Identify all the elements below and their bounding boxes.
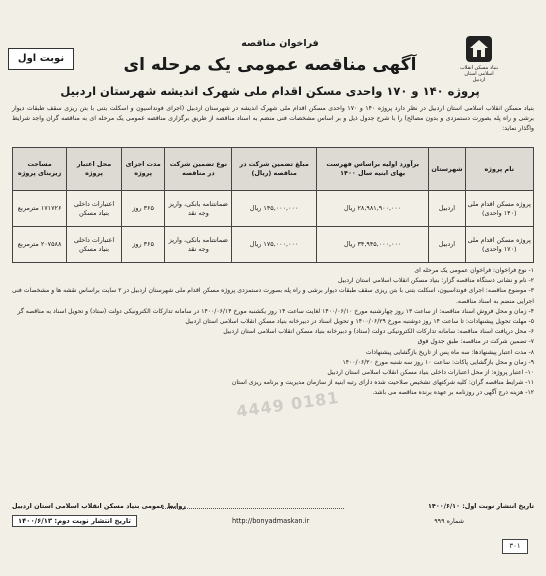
col-funding: محل اعتبار پروژه <box>67 148 122 191</box>
project-subtitle: پروژه ۱۴۰ و ۱۷۰ واحدی مسکن اقدام ملی شهرک اندیشه شهرستان اردبیل <box>60 84 480 98</box>
house-emblem-icon <box>464 34 494 64</box>
table-cell: اردبیل <box>429 227 465 263</box>
table-cell: ۳۶۵ روز <box>121 191 165 227</box>
table-cell: ۱۷۱۷۲۶ مترمربع <box>13 191 67 227</box>
publisher-address: روابط عمومی بنیاد مسکن انقلاب اسلامی استان اردبیل <box>12 502 186 510</box>
footer-divider <box>162 508 344 509</box>
table-row <box>13 227 534 263</box>
table-cell: ۱۷۵,۰۰۰,۰۰۰ ریال <box>232 227 317 263</box>
notice-title: آگهی مناقصه عمومی یک مرحله ای <box>123 55 417 75</box>
table-cell: ضمانتنامه بانکی، واریز وجه نقد <box>165 191 232 227</box>
logo-caption: بنیاد مسکن انقلاب اسلامی استان اردبیل <box>459 65 499 83</box>
page-number: ۳۰۱ <box>502 539 528 554</box>
table-cell: اردبیل <box>429 191 465 227</box>
footer-top-bar <box>12 502 534 514</box>
terms-list <box>12 266 534 399</box>
list-item: ۹- زمان و محل بازگشایی پاکات: ساعت ۱۰ روز سه شنبه مورخ ۱۴۰۰/۰۶/۳۰ <box>342 358 534 366</box>
col-guarantee-type: نوع تضمین شرکت در مناقصه <box>165 148 232 191</box>
col-project-name: نام پروژه <box>465 148 533 191</box>
list-item: ۱۰- اعتبار پروژه: از محل اعتبارات داخلی بنیاد مسکن انقلاب اسلامی استان اردبیل <box>327 369 534 377</box>
table-cell: ۲۰۷۵۸۸ مترمربع <box>13 227 67 263</box>
list-item: ۱۲- هزینه درج آگهی در روزنامه بر عهده برنده مناقصه می باشد. <box>372 389 534 397</box>
projects-table <box>12 147 534 263</box>
list-item: ۸- مدت اعتبار پیشنهادها: سه ماه پس از تاریخ بازگشایی پیشنهادات <box>365 348 534 356</box>
table-cell: ۲۸,۹۸۱,۹۰۰,۰۰۰ ریال <box>317 191 429 227</box>
col-estimate: برآورد اولیه براساس فهرست بهای ابنیه سال ۱۴۰۰ <box>317 148 429 191</box>
list-item: ۳- موضوع مناقصه: اجرای فونداسیون، اسکلت بتنی با بتن ریزی سقف طبقات دیوار برشی و راه پله بصورت دستمزدی پروژه مسکن اقدام ملی شهرستان اردبیل در ۲ سایت براساس نقشه ها و مشخصات فنی اجرایی منضم به اسناد مناقصه. <box>12 287 534 305</box>
list-item: ۶- محل دریافت اسناد مناقصه: سامانه تدارکات الکترونیکی دولت (ستاد) و دبیرخانه بنیاد مسکن انقلاب اسلامی استان اردبیل <box>223 328 534 336</box>
table-cell: ۱۴۵,۰۰۰,۰۰۰ ریال <box>232 191 317 227</box>
organization-logo <box>458 34 500 82</box>
call-title: فراخوان مناقصه <box>241 38 319 49</box>
website-link[interactable]: http://bonyadmaskan.ir <box>232 517 310 525</box>
list-item: ۱- نوع فراخوان: فراخوان عمومی یک مرحله ای <box>414 267 534 274</box>
first-publish-date: تاریخ انتشار نوبت اول: ۱۴۰۰/۶/۱۰ <box>428 502 534 510</box>
col-city: شهرستان <box>429 148 465 191</box>
table-header-row <box>13 148 534 191</box>
table-cell: ضمانتنامه بانکی، واریز وجه نقد <box>165 227 232 263</box>
table-cell: اعتبارات داخلی بنیاد مسکن <box>67 191 122 227</box>
col-duration: مدت اجرای پروژه <box>121 148 165 191</box>
phone-watermark: 4449 0181 <box>235 387 341 422</box>
list-item: ۷- تضمین شرکت در مناقصه: طبق جدول فوق <box>417 338 534 346</box>
list-item: ۱۱- شرایط مناقصه گران: کلیه شرکتهای تشخیص صلاحیت شده دارای رتبه ابنیه از سازمان مدیریت و برنامه ریزی استان <box>231 379 534 387</box>
table-cell: اعتبارات داخلی بنیاد مسکن <box>67 227 122 263</box>
list-item: ۵- مهلت تحویل پیشنهادات: تا ساعت ۱۴ روز دوشنبه مورخ ۱۴۰۰/۰۶/۲۹ و تحویل اسناد در دبیرخانه بنیاد مسکن انقلاب اسلامی استان اردبیل <box>185 318 534 326</box>
intro-paragraph: بنیاد مسکن انقلاب اسلامی استان اردبیل در نظر دارد پروژه ۱۴۰ و ۱۷۰ واحدی مسکن اقدام ملی شهرک اندیشه در شهرستان اردبیل (اجرای فونداسیون و اسکلت بتنی با بتن ریزی سقف طبقات دیوار برشی و راه پله بصورت دستمزدی و بدون مصالح) را با شرح جدول ذیل و بر اساس مشخصات فنی منضم به اسناد مناقصه از طریق برگزاری مناقصه عمومی یک مرحله ای به مناقصه گران واجد شرایط واگذار نماید: <box>12 105 534 133</box>
table-cell: ۳۶۵ روز <box>121 227 165 263</box>
table-cell: پروژه مسکن اقدام ملی (۱۷۰ واحدی) <box>465 227 533 263</box>
notice-round-badge: نوبت اول <box>8 48 74 70</box>
col-guarantee-amount: مبلغ تضمین شرکت در مناقصه (ریال) <box>232 148 317 191</box>
list-item: ۴- زمان و محل فروش اسناد مناقصه: از ساعت ۱۳ روز چهارشنبه مورخ ۱۴۰۰/۰۶/۱۰ لغایت ساعت ۱۴ روز یکشنبه مورخ ۱۴۰۰/۰۶/۱۴ در سامانه تدارکات الکترونیکی دولت (ستاد) و تحویل اسناد به مناقصه گر <box>17 307 534 315</box>
list-item: ۲- نام و نشانی دستگاه مناقصه گزار: بنیاد مسکن انقلاب اسلامی استان اردبیل <box>338 277 534 285</box>
table-cell: پروژه مسکن اقدام ملی (۱۴۰ واحدی) <box>465 191 533 227</box>
col-area: مساحت زیربنای پروژه <box>13 148 67 191</box>
notice-number: شماره ۹۹۹ <box>434 517 464 525</box>
table-row <box>13 191 534 227</box>
second-publish-date: تاریخ انتشار نوبت دوم: ۱۴۰۰/۶/۱۳ <box>12 515 137 527</box>
table-cell: ۳۴,۹۴۵,۰۰۰,۰۰۰ ریال <box>317 227 429 263</box>
footer-bottom-bar <box>12 517 534 531</box>
